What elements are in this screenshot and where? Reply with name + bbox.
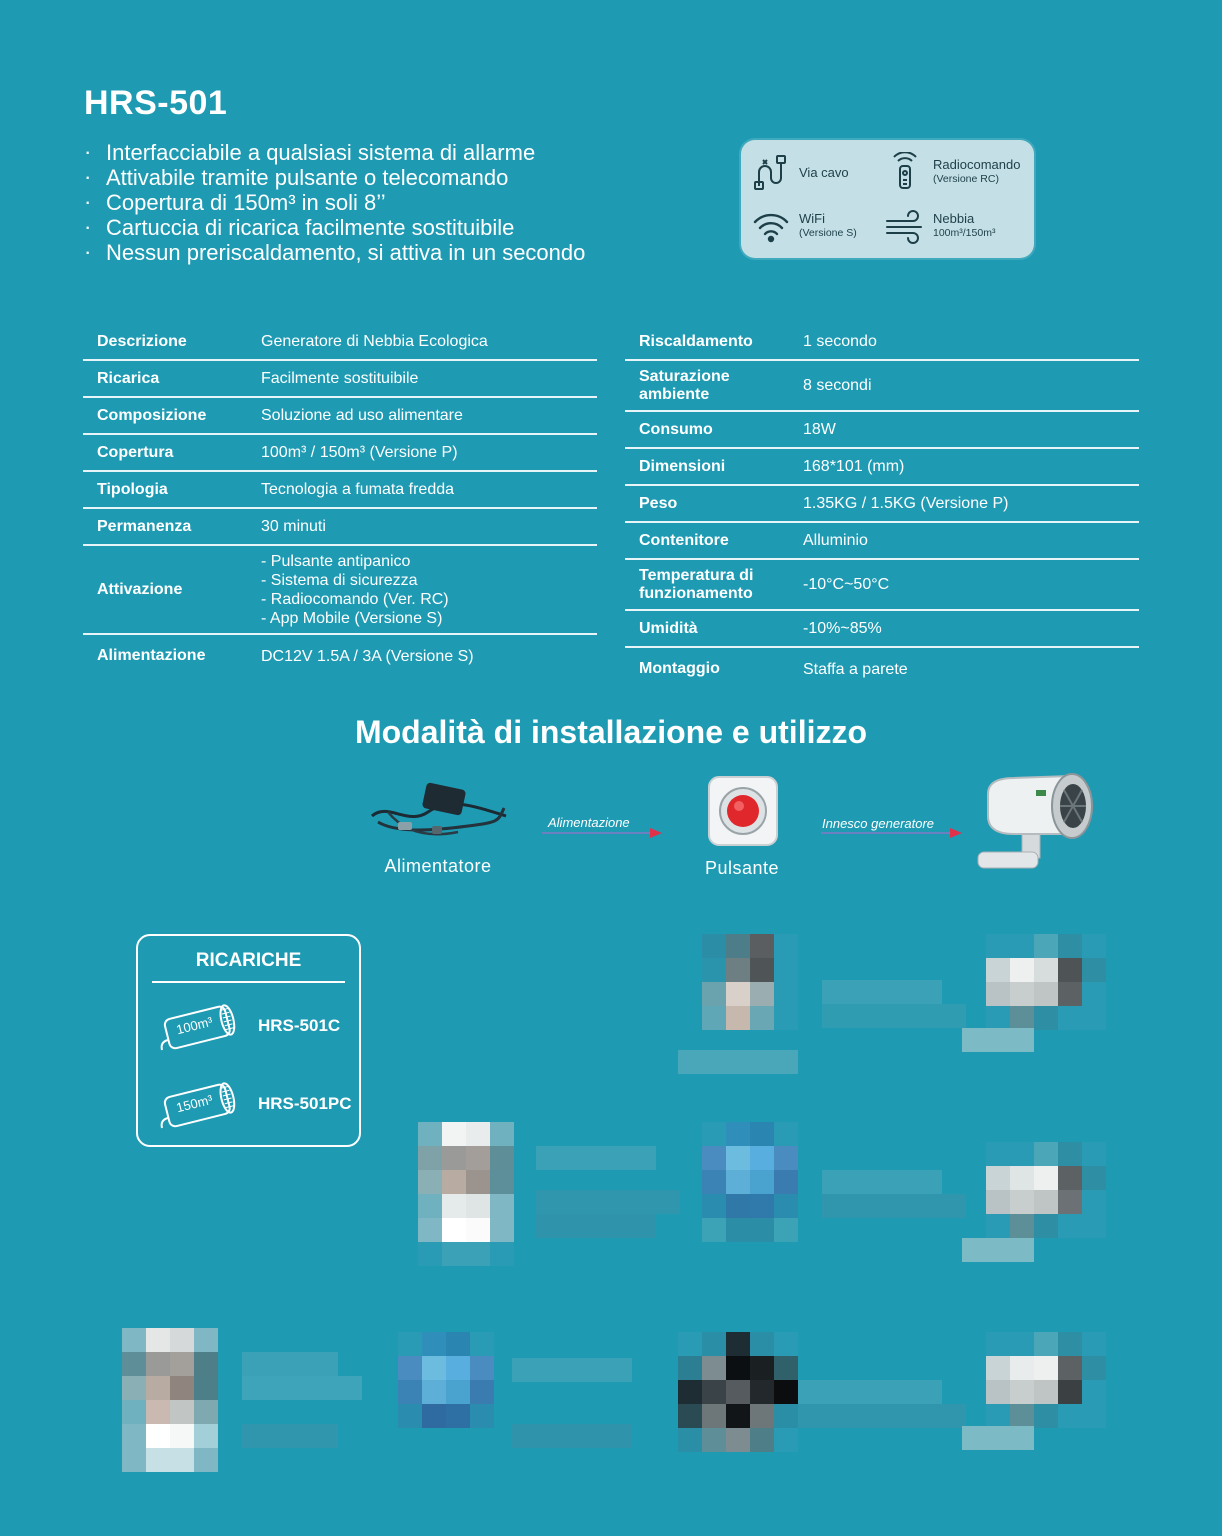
fog-icon xyxy=(885,206,925,246)
spec-table-left xyxy=(83,324,597,677)
refill-item xyxy=(158,998,340,1054)
refill-title: RICARICHE xyxy=(195,950,302,971)
spec-key: Montaggio xyxy=(639,660,720,677)
spec-row xyxy=(625,449,1139,486)
spec-key: Temperatura di funzionamento xyxy=(639,566,754,602)
spec-value: Alluminio xyxy=(803,532,868,549)
pixelated-image xyxy=(986,1142,1106,1238)
pixelated-text xyxy=(242,1352,338,1376)
spec-key: Umidità xyxy=(639,619,698,637)
page-title: HRS-501 xyxy=(84,84,228,122)
pixelated-image xyxy=(986,934,1106,1030)
spec-key: Alimentazione xyxy=(97,647,206,664)
spec-value: 1.35KG / 1.5KG (Versione P) xyxy=(803,495,1009,512)
spec-value: - Pulsante antipanico - Sistema di sicurezza - Radiocomando (Ver. RC) - App Mobile (Versione S) xyxy=(261,552,449,627)
pixelated-text xyxy=(962,1238,1034,1262)
feature-sublabel: (Versione RC) xyxy=(933,173,999,185)
refill-item xyxy=(158,1076,352,1132)
pixelated-text xyxy=(242,1424,338,1448)
spec-row xyxy=(625,648,1139,690)
arrow-line xyxy=(821,832,951,834)
spec-row xyxy=(83,324,597,361)
remote-control-icon xyxy=(885,152,925,192)
pixelated-text xyxy=(512,1424,632,1448)
spec-key: Attivazione xyxy=(97,580,183,598)
cable-icon xyxy=(751,152,791,192)
pixelated-image xyxy=(398,1332,494,1428)
pixelated-text xyxy=(798,1404,966,1428)
feature-remote xyxy=(885,152,1020,192)
pixelated-image xyxy=(678,1332,798,1452)
arrow-line xyxy=(542,832,650,834)
connectivity-features-box xyxy=(741,140,1034,258)
spec-value: 1 secondo xyxy=(803,333,877,350)
arrow-head-icon xyxy=(650,828,662,838)
spec-row xyxy=(625,361,1139,412)
spec-key: Copertura xyxy=(97,443,174,461)
bullet-item: · Cartuccia di ricarica facilmente sostituibile xyxy=(84,215,585,240)
cartridge-icon xyxy=(158,998,240,1054)
pixelated-image xyxy=(418,1122,514,1266)
spec-value: 168*101 (mm) xyxy=(803,458,905,475)
feature-label: Radiocomando xyxy=(933,157,1021,172)
spec-value: 8 secondi xyxy=(803,377,872,394)
spec-key: Riscaldamento xyxy=(639,332,753,350)
pixelated-text xyxy=(678,1050,798,1074)
pixelated-text xyxy=(962,1028,1034,1052)
refill-name: HRS-501C xyxy=(258,1016,341,1035)
panic-button-image xyxy=(708,776,778,851)
step-button-label: Pulsante xyxy=(704,858,780,878)
pixelated-text xyxy=(242,1376,362,1400)
divider xyxy=(152,981,345,983)
bullet-item: · Attivabile tramite pulsante o telecomando xyxy=(84,165,585,190)
feature-sublabel: 100m³/150m³ xyxy=(933,227,996,239)
pixelated-image xyxy=(986,1332,1106,1428)
spec-key: Composizione xyxy=(97,406,207,424)
pixelated-text xyxy=(536,1214,656,1238)
step-power-supply-label: Alimentatore xyxy=(384,856,492,876)
refill-cartridges-box xyxy=(136,934,361,1147)
feature-fog xyxy=(885,206,995,246)
spec-row xyxy=(83,546,597,635)
spec-row xyxy=(625,324,1139,361)
pixelated-text xyxy=(536,1146,656,1170)
spec-value: 30 minuti xyxy=(261,518,326,535)
pixelated-text xyxy=(822,980,942,1004)
spec-row xyxy=(625,523,1139,560)
power-supply-image xyxy=(368,782,510,847)
spec-row xyxy=(83,472,597,509)
cartridge-badge: 150m³ xyxy=(174,1091,215,1116)
spec-value: Tecnologia a fumata fredda xyxy=(261,481,455,498)
spec-row xyxy=(83,398,597,435)
feature-cable xyxy=(751,152,849,192)
spec-row xyxy=(625,486,1139,523)
spec-value: 18W xyxy=(803,421,836,438)
arrow-head-icon xyxy=(950,828,962,838)
bullet-item: · Interfacciabile a qualsiasi sistema di allarme xyxy=(84,140,585,165)
pixelated-text xyxy=(822,1194,966,1218)
feature-sublabel: (Versione S) xyxy=(799,227,857,239)
spec-value: Staffa a parete xyxy=(803,660,908,678)
feature-bullet-list xyxy=(84,140,585,265)
bullet-item: · Nessun preriscaldamento, si attiva in un secondo xyxy=(84,240,585,265)
bullet-item: · Copertura di 150m³ in soli 8’’ xyxy=(84,190,585,215)
fog-generator-image xyxy=(974,770,1098,885)
spec-table-right xyxy=(625,324,1139,690)
feature-wifi xyxy=(751,206,857,246)
refill-name: HRS-501PC xyxy=(258,1094,352,1113)
spec-row xyxy=(625,560,1139,611)
pixelated-image xyxy=(702,1122,798,1242)
spec-value: Generatore di Nebbia Ecologica xyxy=(261,333,488,350)
spec-key: Dimensioni xyxy=(639,457,726,475)
pixelated-text xyxy=(536,1190,680,1214)
spec-key: Tipologia xyxy=(97,480,168,498)
pixelated-text xyxy=(822,1170,942,1194)
spec-row xyxy=(83,435,597,472)
cartridge-badge: 100m³ xyxy=(174,1013,215,1038)
spec-key: Saturazione ambiente xyxy=(639,367,730,403)
pixelated-image xyxy=(702,934,798,1030)
section-title: Modalità di installazione e utilizzo xyxy=(354,714,868,750)
spec-key: Peso xyxy=(639,494,678,512)
spec-row xyxy=(625,412,1139,449)
pixelated-text xyxy=(822,1004,966,1028)
wifi-icon xyxy=(751,206,791,246)
cartridge-icon xyxy=(158,1076,240,1132)
spec-row xyxy=(83,509,597,546)
arrow-label: Innesco generatore xyxy=(822,816,935,831)
arrow-label: Alimentazione xyxy=(548,815,630,830)
pixelated-text xyxy=(962,1426,1034,1450)
spec-value: -10%~85% xyxy=(803,620,882,637)
pixelated-text xyxy=(798,1380,942,1404)
spec-value: 100m³ / 150m³ (Versione P) xyxy=(261,444,458,461)
spec-row xyxy=(625,611,1139,648)
pixelated-image xyxy=(122,1328,218,1472)
spec-value: DC12V 1.5A / 3A (Versione S) xyxy=(261,647,474,665)
spec-value: Facilmente sostituibile xyxy=(261,370,419,387)
spec-key: Contenitore xyxy=(639,531,729,549)
spec-key: Permanenza xyxy=(97,517,192,535)
spec-key: Descrizione xyxy=(97,332,187,350)
spec-row xyxy=(83,361,597,398)
spec-row xyxy=(83,635,597,677)
spec-key: Ricarica xyxy=(97,369,160,387)
feature-label: Nebbia xyxy=(933,211,975,226)
spec-key: Consumo xyxy=(639,420,713,438)
spec-value: -10°C~50°C xyxy=(803,576,890,593)
feature-label: WiFi xyxy=(799,211,825,226)
pixelated-text xyxy=(512,1358,632,1382)
spec-value: Soluzione ad uso alimentare xyxy=(261,407,463,424)
feature-label: Via cavo xyxy=(799,164,849,180)
